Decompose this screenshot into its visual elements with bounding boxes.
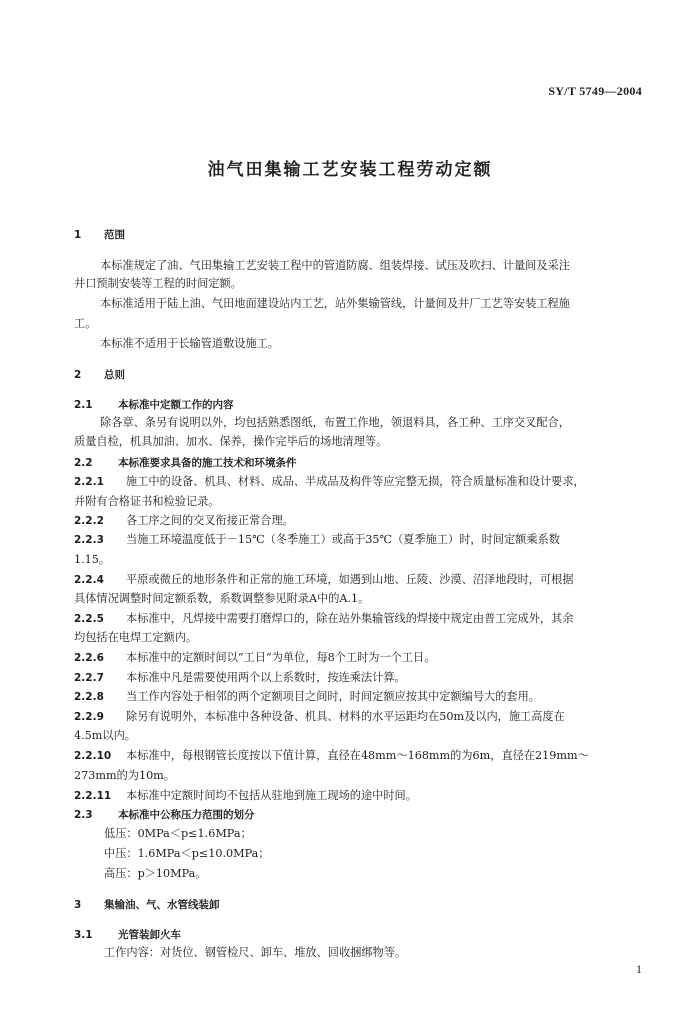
paragraph-line: 并附有合格证书和检验记录。 — [74, 495, 220, 508]
page-number: 1 — [636, 962, 642, 976]
clause-title: 光管装卸火车 — [118, 929, 181, 941]
paragraph-line: 本标准不适用于长输管道敷设施工。 — [100, 337, 280, 350]
clause-text: 各工序之间的交叉衔接正常合理。 — [126, 514, 294, 527]
clause-2-2-7 — [74, 671, 654, 685]
paragraph-line: 1.15。 — [74, 553, 111, 566]
section-number: 2 — [74, 369, 82, 381]
pressure-low: 低压：0MPa＜p≤1.6MPa； — [104, 827, 252, 840]
section-number: 3 — [74, 899, 82, 911]
clause-number: 2.2.4 — [74, 574, 104, 586]
clause-number: 2.2.11 — [74, 790, 112, 802]
clause-2-2-1 — [74, 475, 654, 489]
clause-number: 2.2.2 — [74, 515, 104, 527]
clause-text: 当施工环境温度低于－15℃（冬季施工）或高于35℃（夏季施工）时，时间定额乘系数 — [126, 533, 560, 546]
clause-number: 2.2.7 — [74, 672, 104, 684]
clause-number: 2.2.8 — [74, 691, 104, 703]
paragraph-line: 除各章、条另有说明以外，均包括熟悉图纸，布置工作地，领退料具，各工种、工序交叉配合， — [100, 416, 570, 429]
clause-2-2-4 — [74, 573, 654, 587]
clause-2-2-10 — [74, 749, 654, 763]
pressure-high: 高压：p＞10MPa。 — [104, 867, 207, 880]
clause-number: 2.2 — [74, 457, 93, 469]
section-3-heading — [74, 898, 654, 912]
section-2-heading — [74, 368, 654, 382]
document-title: 油气田集输工艺安装工程劳动定额 — [207, 160, 493, 180]
section-title: 集输油、气、水管线装卸 — [104, 899, 220, 911]
paragraph-line: 具体情况调整时间定额系数，系数调整参见附录A中的A.1。 — [74, 592, 370, 605]
paragraph-line: 本标准适用于陆上油、气田地面建设站内工艺，站外集输管线，计量间及井厂工艺等安装工程施 — [100, 297, 570, 310]
section-number: 1 — [74, 229, 82, 241]
clause-number: 2.2.6 — [74, 652, 104, 664]
clause-number: 2.2.3 — [74, 534, 104, 546]
clause-2-2-2 — [74, 514, 654, 528]
clause-2-2-11 — [74, 789, 654, 803]
paragraph-line: 本标准规定了油、气田集输工艺安装工程中的管道防腐、组装焊接、试压及吹扫、计量间及采注 — [100, 259, 570, 272]
clause-2-1-heading — [74, 398, 654, 412]
clause-text: 本标准中定额时间均不包括从驻地到施工现场的途中时间。 — [126, 789, 417, 802]
clause-number: 2.2.9 — [74, 711, 104, 723]
standard-code: SY/T 5749—2004 — [548, 84, 642, 98]
clause-title: 本标准要求具备的施工技术和环境条件 — [118, 457, 297, 469]
clause-number: 2.3 — [74, 809, 93, 821]
clause-text: 当工作内容处于相邻的两个定额项目之间时，时间定额应按其中定额编号大的套用。 — [126, 690, 540, 703]
clause-text: 除另有说明外，本标准中各种设备、机具、材料的水平运距均在50m及以内，施工高度在 — [126, 710, 565, 723]
clause-3-1-heading — [74, 928, 654, 942]
clause-2-2-3 — [74, 533, 654, 547]
clause-text: 本标准中凡是需要使用两个以上系数时，按连乘法计算。 — [126, 671, 406, 684]
paragraph-line: 质量自检，机具加油、加水、保养，操作完毕后的场地清理等。 — [74, 435, 388, 448]
clause-2-2-8 — [74, 690, 654, 704]
clause-2-3-heading — [74, 808, 654, 822]
clause-text: 平原或微丘的地形条件和正常的施工环境，如遇到山地、丘陵、沙漠、沼泽地段时，可根据 — [126, 573, 574, 586]
section-title: 范围 — [104, 229, 125, 241]
paragraph-line: 井口预制安装等工程的时间定额。 — [74, 277, 242, 290]
clause-2-2-heading — [74, 456, 654, 470]
clause-text: 本标准中的定额时间以“工日”为单位，每8个工时为一个工日。 — [126, 651, 436, 664]
clause-text: 本标准中，每根钢管长度按以下值计算，直径在48mm～168mm的为6m，直径在219mm～ — [126, 749, 589, 762]
clause-title: 本标准中定额工作的内容 — [118, 399, 234, 411]
clause-text: 本标准中，凡焊接中需要打磨焊口的，除在站外集输管线的焊接中规定由普工完成外，其余 — [126, 612, 574, 625]
work-content: 工作内容：对货位、钢管检尺、卸车、堆放、回收捆绑物等。 — [104, 946, 407, 959]
paragraph-line: 273mm的为10m。 — [74, 769, 175, 782]
clause-number: 3.1 — [74, 929, 93, 941]
paragraph-line: 4.5m以内。 — [74, 729, 136, 742]
section-1-heading — [74, 228, 654, 242]
clause-number: 2.1 — [74, 399, 93, 411]
paragraph-line: 工。 — [74, 317, 97, 330]
clause-2-2-9 — [74, 710, 654, 724]
clause-text: 施工中的设备、机具、材料、成品、半成品及构件等应完整无损，符合质量标准和设计要求， — [126, 475, 585, 488]
section-title: 总则 — [104, 369, 125, 381]
clause-title: 本标准中公称压力范围的划分 — [118, 809, 255, 821]
clause-2-2-6 — [74, 651, 654, 665]
clause-number: 2.2.10 — [74, 750, 112, 762]
clause-number: 2.2.1 — [74, 476, 104, 488]
paragraph-line: 均包括在电焊工定额内。 — [74, 631, 198, 644]
clause-number: 2.2.5 — [74, 613, 104, 625]
pressure-medium: 中压：1.6MPa＜p≤10.0MPa； — [104, 847, 270, 860]
clause-2-2-5 — [74, 612, 654, 626]
